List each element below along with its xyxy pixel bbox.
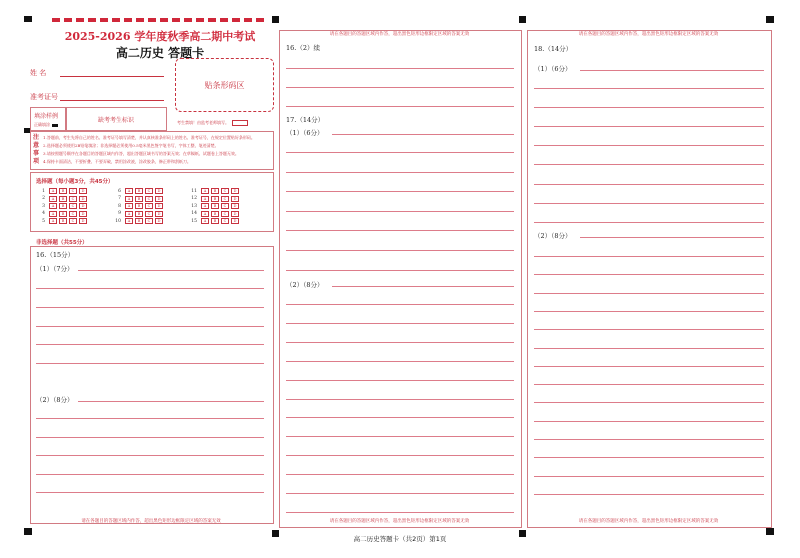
writing-line[interactable] [36,363,264,364]
choice-bubble[interactable]: B [211,203,219,209]
absent-box [65,107,167,131]
panel3-warning-bottom: 请在各题目的答题区域内作答，超出黑色矩形边框限定区域的答案无效 [578,519,719,524]
writing-line[interactable] [36,492,264,493]
writing-line[interactable] [534,256,764,257]
writing-line[interactable] [36,288,264,289]
choice-bubble[interactable]: A [49,203,57,209]
choice-row [113,188,163,194]
panel2-warning-bottom: 请在各题目的答题区域内作答，超出黑色矩形边框限定区域的答案无效 [329,519,470,524]
writing-line[interactable] [286,211,514,212]
choice-bubble[interactable]: C [145,218,153,224]
choice-bubble[interactable]: C [69,211,77,217]
choice-row [37,188,87,194]
writing-line[interactable] [286,361,514,362]
writing-line[interactable] [534,203,764,204]
choice-bubble[interactable]: B [211,196,219,202]
writing-line[interactable] [534,274,764,275]
name-field[interactable] [60,76,164,77]
writing-line[interactable] [286,512,514,513]
choice-bubble[interactable]: D [79,196,87,202]
absent-checkbox[interactable] [232,120,248,126]
writing-line[interactable] [332,286,514,287]
choice-row [189,196,239,202]
writing-line[interactable] [534,494,764,495]
answer-panel-18 [527,30,772,528]
writing-line[interactable] [286,436,514,437]
page-footer: 高二历史答题卡（共2页）第1页 [353,535,447,543]
choice-bubble[interactable]: C [145,211,153,217]
choice-bubble[interactable]: D [231,203,239,209]
q18-part2: （2）（8分） [534,232,572,240]
writing-line[interactable] [36,307,264,308]
writing-line[interactable] [534,348,764,349]
writing-line[interactable] [36,326,264,327]
question-number: 11 [191,188,197,194]
choice-bubble[interactable]: A [201,203,209,209]
barcode-label: 贴条形码区 [204,80,245,90]
question-number: 6 [118,188,121,194]
choice-bubble[interactable]: D [155,196,163,202]
choice-bubble[interactable]: D [231,218,239,224]
choice-row [189,211,239,217]
choice-bubble[interactable]: D [79,211,87,217]
writing-line[interactable] [534,366,764,367]
choice-row [113,218,163,224]
writing-line[interactable] [286,474,514,475]
choice-bubble[interactable]: A [125,196,133,202]
choice-bubble[interactable]: C [221,188,229,194]
barcode-area [175,58,274,112]
choice-bubble[interactable]: A [49,196,57,202]
nonchoice-title: 非选择题（共55分） [36,240,88,246]
choice-section [30,172,274,232]
choice-title: 选择题（每小题3分，共45分） [36,179,114,185]
choice-bubble[interactable]: B [59,188,67,194]
choice-row [37,196,87,202]
writing-line[interactable] [36,437,264,438]
choice-row [189,203,239,209]
writing-line[interactable] [36,344,264,345]
writing-line[interactable] [286,270,514,271]
choice-row [37,211,87,217]
choice-bubble[interactable]: D [155,211,163,217]
writing-line[interactable] [534,88,764,89]
choice-bubble[interactable]: C [69,188,77,194]
writing-line[interactable] [286,323,514,324]
alignment-mark [766,528,774,535]
note-item: 2.选择题必须使用2B铅笔填涂；非选择题必须使用0.5毫米黑色签字笔书写，字体工整、笔迹清楚。 [43,143,219,148]
alignment-mark [24,16,32,22]
choice-bubble[interactable]: D [155,188,163,194]
q16-part1: （1）（7分） [36,265,74,273]
question-number: 2 [42,196,45,201]
writing-line[interactable] [534,222,764,223]
choice-bubble[interactable]: B [135,218,143,224]
choice-bubble[interactable]: B [59,218,67,224]
alignment-mark [272,530,279,537]
choice-bubble[interactable]: A [125,188,133,194]
writing-line[interactable] [534,329,764,330]
alignment-mark [519,16,526,23]
choice-bubble[interactable]: C [145,188,153,194]
alignment-mark [272,16,279,23]
name-label: 姓 名 [30,69,47,77]
choice-row [37,218,87,224]
note-item: 3.请按照题号顺序在各题目的答题区域内作答，超出答题区域书写的答案无效；在草稿纸、试题卷上答题无效。 [43,151,239,156]
question-number: 3 [42,203,45,209]
panel1-warning: 请在各题目的答题区域内作答，超出黑色矩形边框限定区域的答案无效 [81,519,221,524]
choice-bubble[interactable]: A [201,211,209,217]
choice-row [189,218,239,224]
choice-bubble[interactable]: A [201,218,209,224]
question-number: 10 [115,218,121,224]
choice-bubble[interactable]: D [79,218,87,224]
answer-panel-17 [279,30,522,528]
choice-bubble[interactable]: C [221,211,229,217]
writing-line[interactable] [580,70,764,71]
choice-bubble[interactable]: A [49,218,57,224]
writing-line[interactable] [534,476,764,477]
writing-line[interactable] [286,455,514,456]
q18-part1: （1）（6分） [534,65,572,73]
writing-line[interactable] [286,304,514,305]
writing-line[interactable] [286,87,514,88]
writing-line[interactable] [286,250,514,251]
writing-line[interactable] [286,68,514,69]
choice-bubble[interactable]: A [201,196,209,202]
writing-line[interactable] [534,145,764,146]
writing-line[interactable] [534,384,764,385]
writing-line[interactable] [36,455,264,456]
choice-row [113,211,163,217]
choice-bubble[interactable]: C [69,196,77,202]
writing-line[interactable] [534,421,764,422]
panel3-warning-top: 请在各题目的答题区域内作答，超出黑色矩形边框限定区域的答案无效 [578,32,719,37]
writing-line[interactable] [286,399,514,400]
writing-line[interactable] [534,439,764,440]
notes-title: 注意事项 [33,134,40,165]
notes-box [30,131,274,170]
choice-bubble[interactable]: A [49,211,57,217]
question-number: 13 [191,203,197,209]
fill-sample-label: 填涂样例 [34,113,59,120]
choice-bubble[interactable]: D [231,196,239,202]
question-number: 7 [118,196,121,201]
writing-line[interactable] [534,402,764,403]
choice-bubble[interactable]: C [69,203,77,209]
choice-bubble[interactable]: A [125,218,133,224]
question-number: 5 [42,218,45,224]
exam-title: 2025-2026 学年度秋季高二期中考试 [64,30,256,43]
writing-line[interactable] [332,134,514,135]
choice-bubble[interactable]: B [211,218,219,224]
alignment-mark [24,528,32,535]
choice-row [189,188,239,194]
writing-line[interactable] [580,237,764,238]
writing-line[interactable] [534,184,764,185]
choice-row [113,196,163,202]
question-number: 4 [42,211,45,216]
choice-bubble[interactable]: B [211,211,219,217]
choice-bubble[interactable]: B [59,211,67,217]
writing-line[interactable] [36,418,264,419]
writing-line[interactable] [286,106,514,107]
choice-bubble[interactable]: B [59,203,67,209]
choice-bubble[interactable]: B [135,188,143,194]
q18-title: 18.（14分） [534,45,573,53]
choice-bubble[interactable]: B [211,188,219,194]
fill-sample-sub: 正确填涂 [34,122,58,128]
choice-bubble[interactable]: D [231,188,239,194]
alignment-mark [519,530,526,537]
writing-line[interactable] [534,164,764,165]
writing-line[interactable] [36,474,264,475]
q17-part2: （2）（8分） [286,281,324,289]
writing-line[interactable] [286,342,514,343]
question-number: 14 [191,211,197,216]
choice-bubble[interactable]: A [49,188,57,194]
q16-part2: （2）（8分） [36,396,74,404]
q16-title: 16.（15分） [36,251,75,259]
note-item: 1.答题前，考生先将自己的姓名、准考证号填写清楚，并认真核准条形码上的姓名、准考证号，在规定位置贴好条形码。 [43,135,255,140]
question-number: 9 [118,211,121,216]
writing-line[interactable] [78,270,264,271]
question-number: 12 [191,196,197,201]
panel2-warning-top: 请在各题目的答题区域内作答，超出黑色矩形边框限定区域的答案无效 [329,32,470,37]
note-item: 4.保持卡面清洁，不要折叠、不要弄破，禁用涂改液，涂改胶条，修正带和刮纸刀。 [43,159,191,164]
choice-bubble[interactable]: C [145,203,153,209]
choice-bubble[interactable]: D [79,203,87,209]
choice-bubble[interactable]: D [231,211,239,217]
q17-title: 17.（14分） [286,116,325,124]
filled-mark-icon [52,124,58,127]
writing-line[interactable] [286,417,514,418]
id-field[interactable] [60,100,164,101]
choice-bubble[interactable]: C [221,203,229,209]
q16-continued-title: 16.（2）续 [286,44,320,52]
choice-bubble[interactable]: C [221,218,229,224]
writing-line[interactable] [286,230,514,231]
choice-bubble[interactable]: A [125,211,133,217]
writing-line[interactable] [534,126,764,127]
choice-bubble[interactable]: D [155,203,163,209]
choice-bubble[interactable]: C [69,218,77,224]
writing-line[interactable] [286,191,514,192]
choice-bubble[interactable]: B [135,196,143,202]
choice-bubble[interactable]: C [221,196,229,202]
header-dash-bar [52,18,268,22]
id-label: 准考证号 [30,93,58,101]
choice-bubble[interactable]: A [125,203,133,209]
fill-sample-box [30,107,67,131]
question-number: 15 [191,218,197,224]
writing-line[interactable] [534,107,764,108]
writing-line[interactable] [534,311,764,312]
absent-label: 缺考考生标识 [97,117,134,124]
choice-bubble[interactable]: B [59,196,67,202]
writing-line[interactable] [286,380,514,381]
choice-bubble[interactable]: B [135,203,143,209]
choice-bubble[interactable]: B [135,211,143,217]
writing-line[interactable] [286,172,514,173]
choice-bubble[interactable]: D [79,188,87,194]
choice-row [113,203,163,209]
card-title: 高二历史 答题卡 [115,46,205,60]
writing-line[interactable] [78,401,264,402]
writing-line[interactable] [286,152,514,153]
choice-bubble[interactable]: A [201,188,209,194]
writing-line[interactable] [286,493,514,494]
choice-bubble[interactable]: C [145,196,153,202]
choice-row [37,203,87,209]
question-number: 1 [42,188,45,194]
absent-hint: 考生禁填！由监考老师填写。 [177,120,248,126]
alignment-mark [766,16,774,23]
choice-bubble[interactable]: D [155,218,163,224]
q17-part1: （1）（6分） [286,129,324,137]
writing-line[interactable] [534,293,764,294]
question-number: 8 [118,203,121,209]
writing-line[interactable] [534,457,764,458]
